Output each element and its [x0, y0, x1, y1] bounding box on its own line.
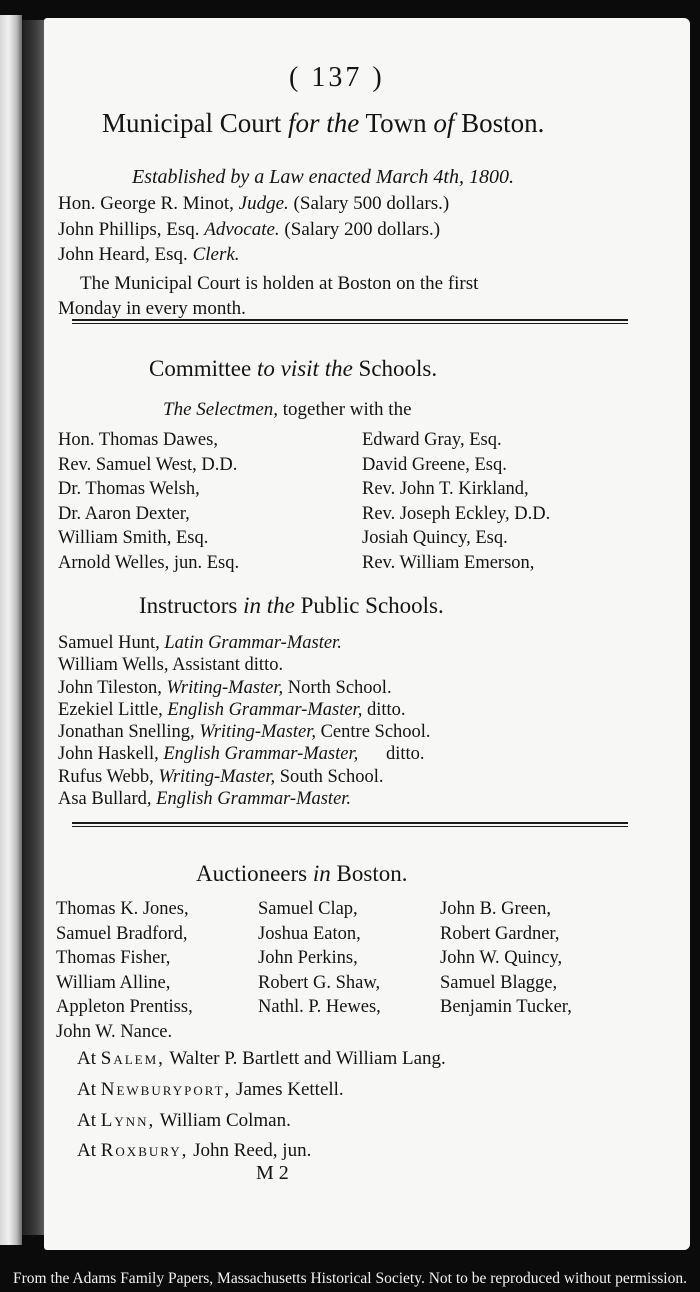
left-page-edge — [0, 15, 22, 1245]
instructor-row: Asa Bullard, English Grammar-Master. — [58, 789, 352, 810]
committee-member: Rev. John T. Kirkland, — [362, 479, 529, 499]
auctioneer-name: Joshua Eaton, — [258, 923, 361, 944]
auctioneer-name: Samuel Blagge, — [440, 972, 558, 993]
instructor-row: William Wells, Assistant ditto. — [58, 655, 284, 676]
auctioneer-name: Samuel Bradford, — [56, 923, 188, 944]
auctioneers-column-1 — [56, 897, 193, 1044]
auctioneers-roxbury: At Roxbury, John Reed, jun. — [77, 1140, 312, 1161]
court-established: Established by a Law enacted March 4th, 1800. — [132, 166, 514, 188]
committee-left-column — [58, 428, 239, 575]
court-heading: Municipal Court for the Town of Boston. — [102, 108, 545, 138]
court-advocate: John Phillips, Esq. Advocate. (Salary 200 dollars.) — [58, 219, 441, 240]
auctioneer-name: Nathl. P. Hewes, — [258, 997, 381, 1017]
committee-member: Rev. Samuel West, D.D. — [58, 454, 238, 475]
auctioneer-name: Thomas Fisher, — [56, 948, 171, 968]
page-number: ( 137 ) — [289, 62, 385, 93]
committee-member: William Smith, Esq. — [58, 528, 209, 548]
instructor-row: Jonathan Snelling, Writing-Master, Centre School. — [58, 722, 431, 743]
auctioneer-name: Thomas K. Jones, — [56, 899, 189, 919]
committee-member: Dr. Aaron Dexter, — [58, 503, 190, 524]
court-clerk: John Heard, Esq. Clerk. — [58, 244, 240, 265]
instructor-row: John Haskell, English Grammar-Master, ditto. — [58, 744, 425, 765]
committee-member: David Greene, Esq. — [362, 454, 507, 475]
divider-rule — [72, 319, 628, 324]
signature-mark: M 2 — [256, 1162, 289, 1184]
auctioneer-name: Benjamin Tucker, — [440, 997, 572, 1017]
auctioneers-lynn: At Lynn, William Colman. — [77, 1110, 291, 1131]
auctioneer-name: John W. Nance. — [56, 1021, 173, 1042]
committee-intro: The Selectmen, together with the — [163, 399, 412, 420]
auctioneer-name: Appleton Prentiss, — [56, 997, 193, 1017]
committee-member: Josiah Quincy, Esq. — [362, 528, 508, 548]
committee-member: Dr. Thomas Welsh, — [58, 479, 200, 499]
court-judge: Hon. George R. Minot, Judge. (Salary 500 dollars.) — [58, 193, 450, 214]
instructor-row: Rufus Webb, Writing-Master, South School. — [58, 766, 384, 787]
auctioneer-name: Robert G. Shaw, — [258, 972, 381, 993]
auctioneers-column-3 — [440, 897, 572, 1020]
copyright-footer: From the Adams Family Papers, Massachusetts Historical Society. Not to be reproduced without permission. — [12, 1270, 687, 1287]
committee-member: Rev. Joseph Eckley, D.D. — [362, 503, 551, 524]
committee-member: Hon. Thomas Dawes, — [58, 430, 218, 450]
auctioneer-name: John Perkins, — [258, 948, 358, 968]
auctioneer-name: John B. Green, — [440, 899, 551, 919]
auctioneers-newburyport: At Newburyport, James Kettell. — [77, 1079, 344, 1100]
auctioneer-name: William Alline, — [56, 972, 171, 993]
committee-member: Arnold Welles, jun. Esq. — [58, 552, 240, 573]
instructor-row: Samuel Hunt, Latin Grammar-Master. — [58, 633, 342, 653]
auctioneers-salem: At Salem, Walter P. Bartlett and William Lang. — [77, 1048, 446, 1069]
committee-right-column — [362, 428, 550, 575]
auctioneer-name: Robert Gardner, — [440, 923, 560, 944]
instructors-heading: Instructors in the Public Schools. — [139, 593, 444, 618]
auctioneer-name: John W. Quincy, — [440, 948, 563, 968]
auctioneers-heading: Auctioneers in Boston. — [196, 861, 408, 886]
auctioneers-column-2 — [258, 897, 381, 1020]
committee-member: Rev. William Emerson, — [362, 552, 535, 573]
divider-rule — [72, 822, 628, 827]
committee-member: Edward Gray, Esq. — [362, 430, 502, 450]
court-note-2: Monday in every month. — [58, 298, 246, 319]
court-note-1: The Municipal Court is holden at Boston on the first — [80, 273, 479, 294]
committee-heading: Committee to visit the Schools. — [149, 356, 438, 381]
instructor-row: Ezekiel Little, English Grammar-Master, ditto. — [58, 699, 406, 720]
instructor-row: John Tileston, Writing-Master, North School. — [58, 677, 392, 698]
book-page — [44, 18, 690, 1250]
auctioneer-name: Samuel Clap, — [258, 899, 358, 919]
instructors-list — [58, 632, 431, 810]
